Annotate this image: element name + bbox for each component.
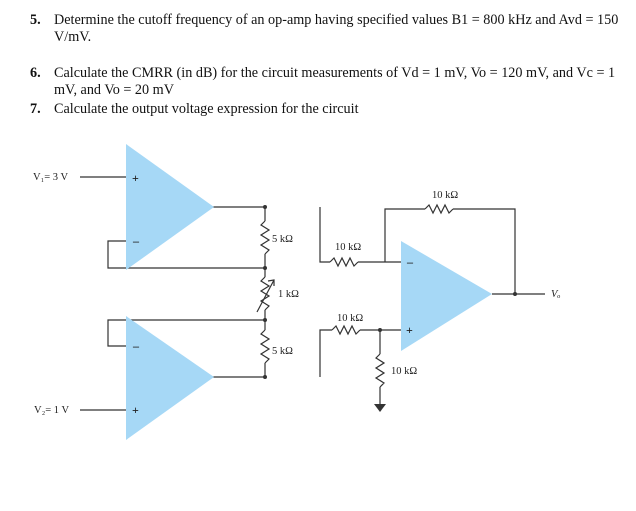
- opamp-bottom: [126, 316, 214, 440]
- junction-dot: [263, 318, 267, 322]
- opamp-top-plus: +: [132, 171, 139, 185]
- opamp-bottom-plus: +: [132, 403, 139, 417]
- question-number: 7.: [30, 101, 41, 117]
- wire: [320, 207, 330, 262]
- question-text: Calculate the output voltage expression for the circuit: [54, 101, 359, 117]
- question-text: Calculate the CMRR (in dB) for the circuit measurements of Vd = 1 mV, Vo = 120 mV, and Vc = 1 mV, and Vo = 20 mV: [54, 65, 616, 98]
- resistor-10k-feedback-label: 10 kΩ: [432, 190, 459, 201]
- resistor-5k-bottom: [261, 330, 269, 363]
- ground-icon: [374, 404, 386, 412]
- resistor-10k-lower-label: 10 kΩ: [337, 313, 364, 324]
- resistor-1k: [261, 277, 269, 310]
- question-text: Determine the cutoff frequency of an op-amp having specified values B1 = 800 kHz and Avd = 150 V/mV.: [54, 12, 619, 45]
- question-number: 5.: [30, 12, 41, 28]
- junction-dot: [263, 266, 267, 270]
- wire: [320, 330, 332, 377]
- resistor-5k-top: [261, 221, 269, 254]
- junction-dot: [263, 205, 267, 209]
- v1-label: V₁= 3 V: [33, 172, 69, 183]
- opamp-top-minus: –: [133, 234, 139, 248]
- opamp-right: [401, 241, 492, 351]
- junction-dot: [378, 328, 382, 332]
- potentiometer-arrow: [257, 280, 274, 312]
- junction-dot: [513, 292, 517, 296]
- resistor-5k-top-label: 5 kΩ: [272, 234, 293, 245]
- opamp-right-minus: –: [407, 255, 413, 269]
- vo-label: Vₒ: [551, 289, 561, 300]
- opamp-top: [126, 144, 214, 270]
- v2-label: V₂= 1 V: [34, 405, 70, 416]
- opamp-right-plus: +: [406, 323, 413, 337]
- resistor-10k-upper: [330, 258, 358, 266]
- junction-dot: [263, 375, 267, 379]
- resistor-5k-bottom-label: 5 kΩ: [272, 346, 293, 357]
- question-number: 6.: [30, 65, 41, 81]
- opamp-bottom-minus: –: [133, 339, 139, 353]
- resistor-10k-upper-label: 10 kΩ: [335, 242, 362, 253]
- resistor-10k-feedback: [425, 205, 453, 213]
- resistor-1k-label: 1 kΩ: [278, 289, 299, 300]
- resistor-10k-ground-label: 10 kΩ: [391, 366, 418, 377]
- resistor-10k-ground: [376, 354, 384, 387]
- resistor-10k-lower: [332, 326, 360, 334]
